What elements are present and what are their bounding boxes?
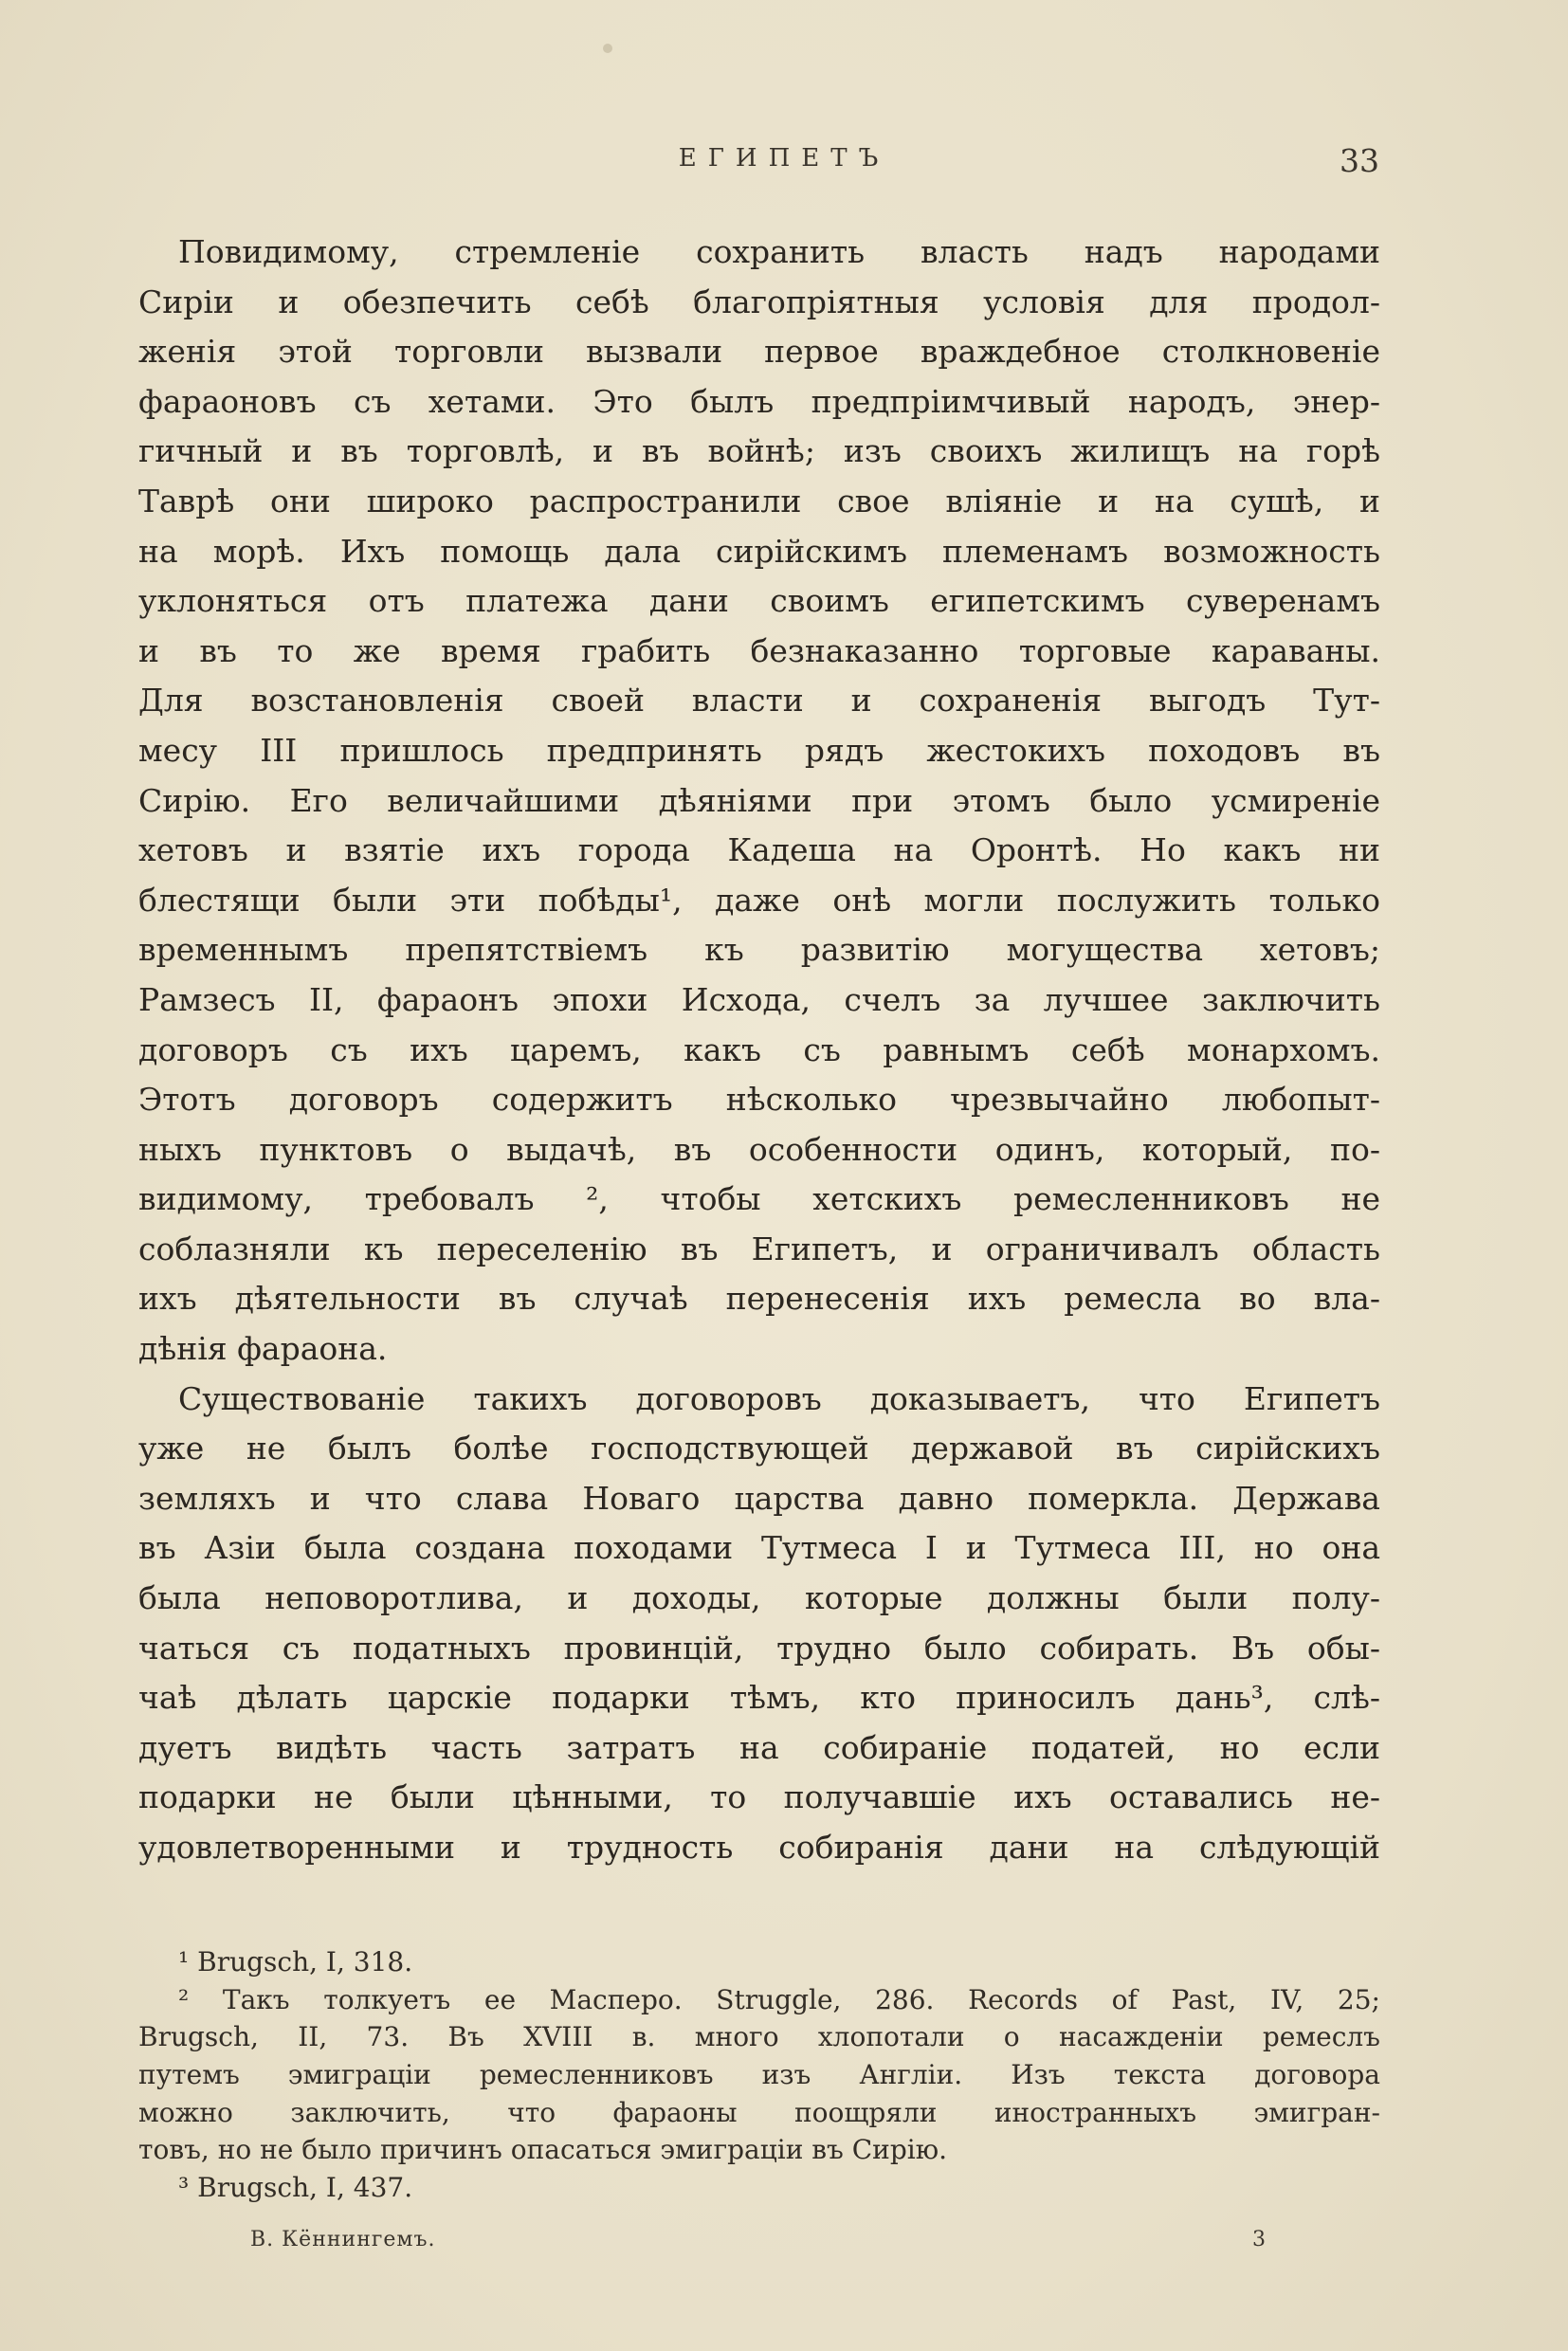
text-line: договоръ съ ихъ царемъ, какъ съ равнымъ себѣ монархомъ. xyxy=(138,1030,1380,1068)
text-line: хетовъ и взятіе ихъ города Кадеша на Оронтѣ. Но какъ ни xyxy=(138,831,1380,869)
text-line: Для возстановленія своей власти и сохраненія выгодъ Тут- xyxy=(138,682,1380,720)
footnote-line: ¹ Brugsch, I, 318. xyxy=(178,1946,413,1977)
text-line: месу III пришлось предпринять рядъ жестокихъ походовъ въ xyxy=(138,731,1380,769)
text-line: была неповоротлива, и доходы, которые должны были полу- xyxy=(138,1579,1380,1617)
footnote-line: Brugsch, II, 73. Въ XVIII в. много хлопотали о насажденіи ремеслъ xyxy=(138,2021,1380,2053)
text-line: и въ то же время грабить безнаказанно торговые караваны. xyxy=(138,631,1380,669)
paper-smudge xyxy=(603,44,612,53)
page-number: 33 xyxy=(1340,142,1379,179)
text-line: на морѣ. Ихъ помощь дала сирійскимъ племенамъ возможность xyxy=(138,532,1380,570)
text-line: Существованіе такихъ договоровъ доказываетъ, что Египетъ xyxy=(178,1379,1380,1417)
footnote-line: можно заключить, что фараоны поощряли иностранныхъ эмигран- xyxy=(138,2096,1380,2128)
text-line: подарки не были цѣнными, то получавшіе ихъ оставались не- xyxy=(138,1778,1380,1816)
page-footer xyxy=(138,2228,1380,2262)
text-line: Рамзесъ II, фараонъ эпохи Исхода, счелъ за лучшее заключить xyxy=(138,980,1380,1018)
footnote-line: ³ Brugsch, I, 437. xyxy=(178,2172,413,2204)
text-line: чаться съ податныхъ провинцій, трудно было собирать. Въ обы- xyxy=(138,1629,1380,1667)
text-line: соблазняли къ переселенію въ Египетъ, и ограничивалъ область xyxy=(138,1230,1380,1267)
text-line: ныхъ пунктовъ о выдачѣ, въ особенности одинъ, который, по- xyxy=(138,1130,1380,1168)
text-line: Сирію. Его величайшими дѣяніями при этомъ было усмиреніе xyxy=(138,781,1380,819)
text-line: дѣнія фараона. xyxy=(138,1330,388,1368)
text-line: Таврѣ они широко распространили свое вліяніе и на сушѣ, и xyxy=(138,482,1380,519)
text-line: видимому, требовалъ ², чтобы хетскихъ ремесленниковъ не xyxy=(138,1180,1380,1218)
text-line: Повидимому, стремленіе сохранить власть надъ народами xyxy=(178,233,1380,270)
text-line: Этотъ договоръ содержитъ нѣсколько чрезвычайно любопыт- xyxy=(138,1081,1380,1119)
running-title: ЕГИПЕТЪ xyxy=(678,144,890,173)
text-line: удовлетворенными и трудность собиранія дани на слѣдующій xyxy=(138,1829,1380,1866)
footnotes xyxy=(138,1943,1380,2207)
footnote-line: ² Такъ толкуетъ ее Масперо. Struggle, 286. Records of Past, IV, 25; xyxy=(178,1983,1380,2015)
text-line: временнымъ препятствіемъ къ развитію могущества хетовъ; xyxy=(138,931,1380,969)
text-line: фараоновъ съ хетами. Это былъ предпріимчивый народъ, энер- xyxy=(138,382,1380,420)
text-line: уже не былъ болѣе господствующей державой въ сирійскихъ xyxy=(138,1430,1380,1467)
signature: В. Кённингемъ. xyxy=(250,2228,436,2251)
text-line: чаѣ дѣлать царскіе подарки тѣмъ, кто приносилъ дань³, слѣ- xyxy=(138,1679,1380,1717)
signature-number: 3 xyxy=(1252,2228,1266,2251)
text-line: земляхъ и что слава Новаго царства давно померкла. Держава xyxy=(138,1479,1380,1517)
text-line: Сиріи и обезпечить себѣ благопріятныя условія для продол- xyxy=(138,282,1380,320)
body-text xyxy=(138,228,1380,1873)
text-line: уклоняться отъ платежа дани своимъ египетскимъ суверенамъ xyxy=(138,582,1380,620)
text-line: блестящи были эти побѣды¹, даже онѣ могли послужить только xyxy=(138,881,1380,919)
text-line: женія этой торговли вызвали первое враждебное столкновеніе xyxy=(138,333,1380,371)
footnote-line: путемъ эмиграціи ремесленниковъ изъ Англіи. Изъ текста договора xyxy=(138,2059,1380,2091)
text-line: ихъ дѣятельности въ случаѣ перенесенія ихъ ремесла во вла- xyxy=(138,1280,1380,1318)
text-line: въ Азіи была создана походами Тутмеса I и Тутмеса III, но она xyxy=(138,1529,1380,1567)
text-line: дуетъ видѣть часть затратъ на собираніе податей, но если xyxy=(138,1728,1380,1766)
text-line: гичный и въ торговлѣ, и въ войнѣ; изъ своихъ жилищъ на горѣ xyxy=(138,432,1380,470)
footnote-line: товъ, но не было причинъ опасаться эмиграціи въ Сирію. xyxy=(138,2134,947,2166)
page-header xyxy=(0,142,1568,184)
